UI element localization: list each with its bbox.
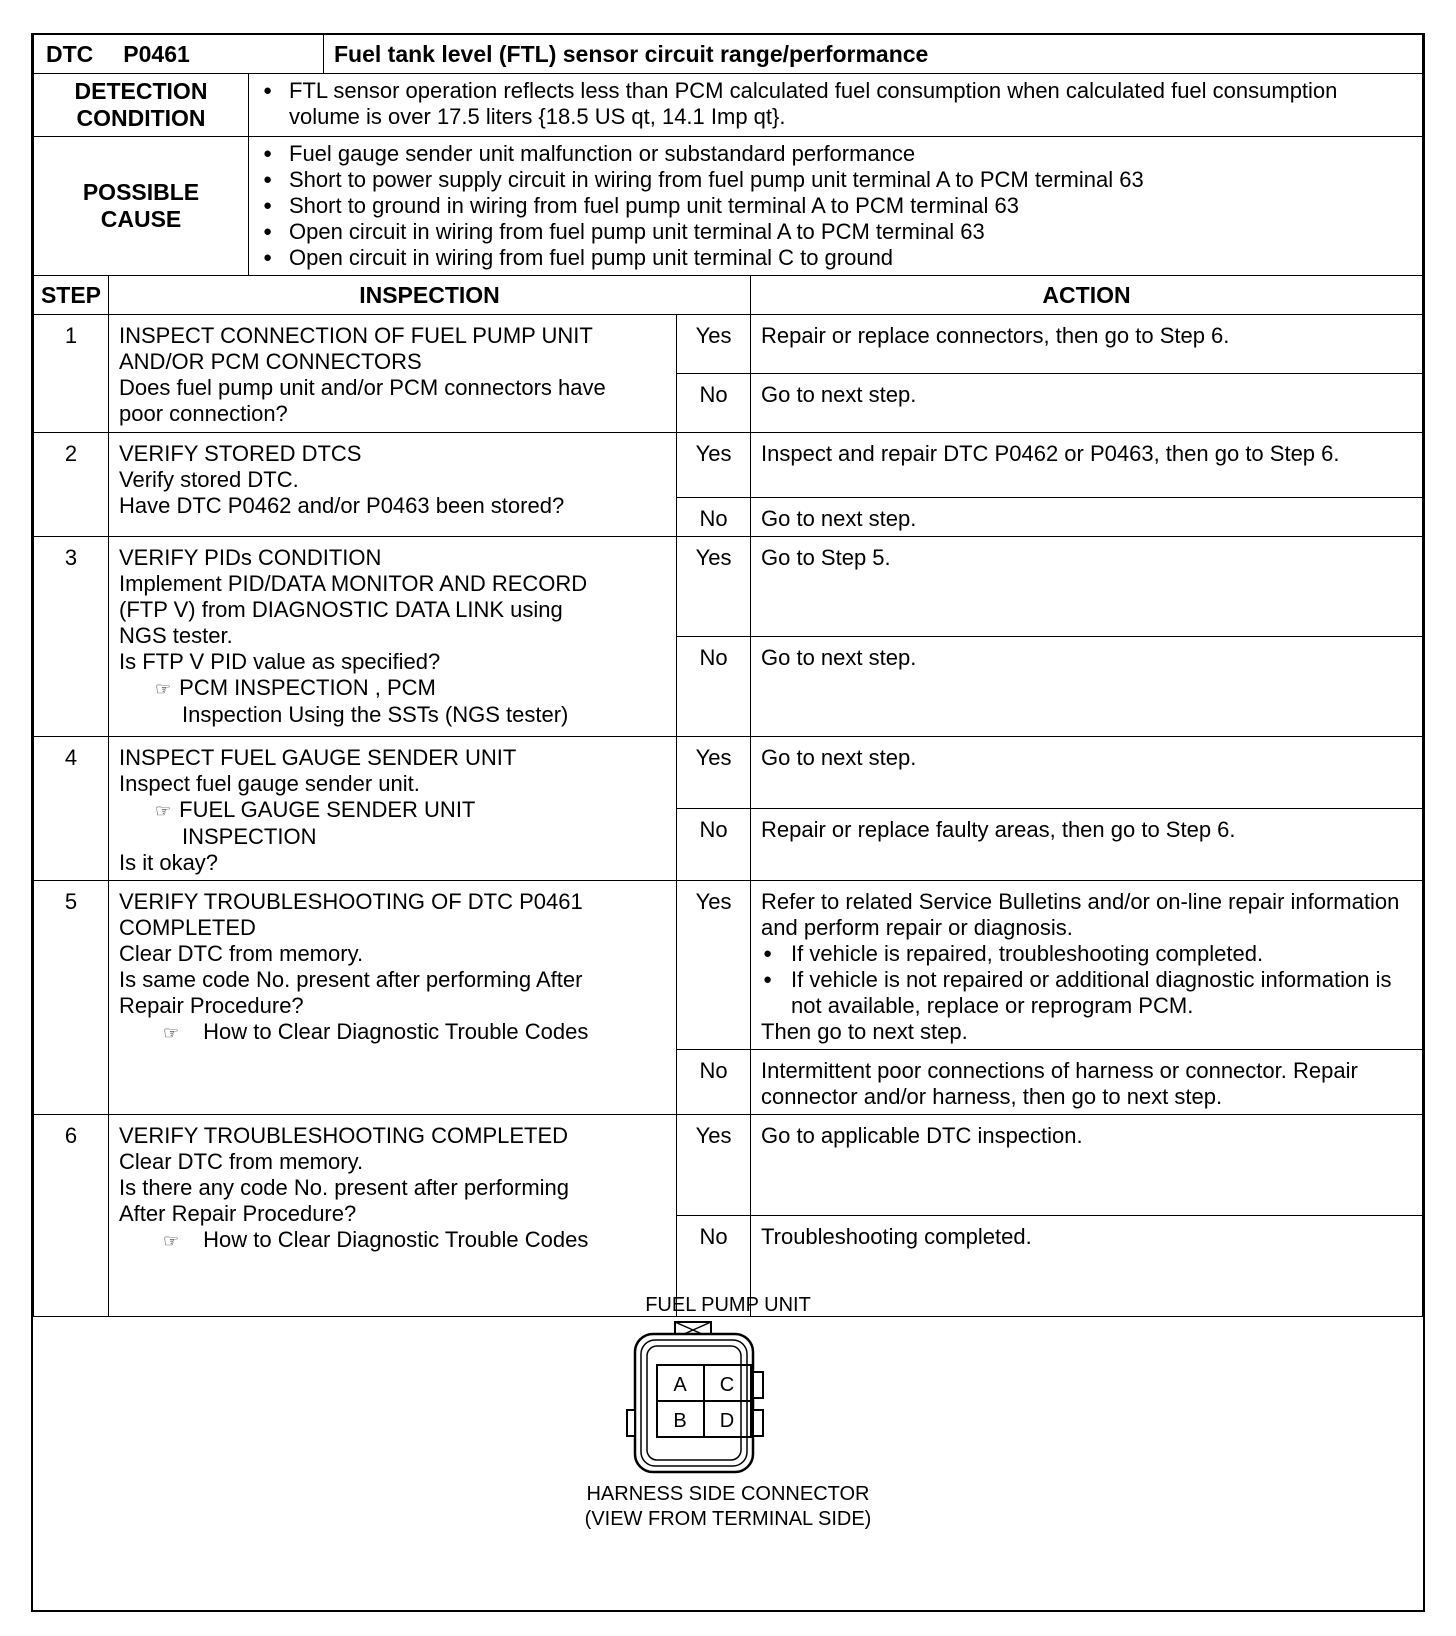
action-bullet: ● If vehicle is repaired, troubleshooting completed. — [761, 941, 1412, 967]
no-label: No — [677, 808, 751, 880]
step-number: 3 — [34, 536, 109, 736]
cause-item: ● Short to power supply circuit in wiring from fuel pump unit terminal A to PCM terminal 63 — [261, 167, 1414, 193]
no-action: Go to next step. — [751, 636, 1423, 736]
pointing-hand-icon: ☞ — [155, 800, 172, 821]
dtc-header — [33, 35, 1423, 74]
detection-condition — [249, 74, 1423, 136]
yes-action: Inspect and repair DTC P0462 or P0463, then go to Step 6. — [751, 432, 1423, 497]
cause-item: ● Fuel gauge sender unit malfunction or substandard performance — [261, 141, 1414, 167]
reference-link[interactable]: ☞ PCM INSPECTION , PCM — [155, 674, 436, 700]
no-action: Go to next step. — [751, 373, 1423, 432]
no-action: Go to next step. — [751, 497, 1423, 536]
step-number: 1 — [34, 314, 109, 432]
no-label: No — [677, 373, 751, 432]
info-table — [33, 74, 1423, 276]
dtc-code-cell — [34, 35, 324, 74]
yes-action: Repair or replace connectors, then go to Step 6. — [751, 314, 1423, 373]
yes-action: Refer to related Service Bulletins and/or on-line repair information and perform repair or diagnosis. ● If vehicle is repaired, troubleshooting completed. ● If vehicle is not repaired or additional diagnostic information is not available, replace or reprogram PCM. Then go to next step. — [751, 880, 1423, 1049]
reference-link[interactable]: ☞ How to Clear Diagnostic Trouble Codes — [163, 1018, 589, 1044]
yes-label: Yes — [677, 536, 751, 636]
dtc-sheet — [31, 33, 1425, 1612]
step-inspection: VERIFY PIDs CONDITION Implement PID/DATA MONITOR AND RECORD (FTP V) from DIAGNOSTIC DATA LINK using NGS tester. Is FTP V PID value as specified? ☞ PCM INSPECTION , PCM Inspection Using the SSTs (NGS tester) — [109, 536, 677, 736]
reference-link[interactable]: ☞ FUEL GAUGE SENDER UNIT — [155, 796, 476, 822]
connector-diagram — [33, 1278, 1423, 1610]
yes-action: Go to next step. — [751, 736, 1423, 808]
pointing-hand-icon: ☞ — [155, 678, 172, 699]
diagram-caption: HARNESS SIDE CONNECTOR (VIEW FROM TERMINAL SIDE) — [584, 1483, 872, 1530]
terminal-d: D — [719, 1410, 735, 1432]
pointing-hand-icon: ☞ — [163, 1230, 180, 1251]
possible-cause-label: POSSIBLE CAUSE — [34, 136, 249, 275]
step-number: 6 — [34, 1114, 109, 1316]
yes-label: Yes — [677, 1114, 751, 1215]
no-action: Troubleshooting completed. — [751, 1215, 1423, 1316]
step-inspection: VERIFY TROUBLESHOOTING COMPLETED Clear DTC from memory. Is there any code No. present after performing After Repair Procedure? ☞ How to Clear Diagnostic Trouble Codes — [109, 1114, 677, 1316]
connector-illustration — [613, 1320, 793, 1480]
cause-item: ● Open circuit in wiring from fuel pump unit terminal A to PCM terminal 63 — [261, 219, 1414, 245]
yes-label: Yes — [677, 736, 751, 808]
step-row — [34, 880, 1423, 1049]
yes-label: Yes — [677, 314, 751, 373]
no-action: Intermittent poor connections of harness or connector. Repair connector and/or harness, then go to next step. — [751, 1049, 1423, 1114]
possible-cause-list — [249, 136, 1423, 275]
yes-action: Go to applicable DTC inspection. — [751, 1114, 1423, 1215]
step-row — [34, 432, 1423, 497]
detection-item: ● FTL sensor operation reflects less than PCM calculated fuel consumption when calculated fuel consumption volume is over 17.5 liters {18.5 US qt, 14.1 Imp qt}. — [261, 78, 1414, 130]
step-row — [34, 736, 1423, 808]
pointing-hand-icon: ☞ — [163, 1022, 180, 1043]
column-action: ACTION — [751, 276, 1423, 315]
no-label: No — [677, 1215, 751, 1316]
detection-label: DETECTION CONDITION — [34, 74, 249, 136]
no-label: No — [677, 497, 751, 536]
action-bullet: ● If vehicle is not repaired or additional diagnostic information is not available, replace or reprogram PCM. — [761, 967, 1412, 1019]
terminal-a: A — [673, 1374, 687, 1396]
cause-item: ● Open circuit in wiring from fuel pump unit terminal C to ground — [261, 245, 1414, 271]
steps-table — [33, 276, 1423, 1317]
step-row — [34, 314, 1423, 373]
cause-item: ● Short to ground in wiring from fuel pump unit terminal A to PCM terminal 63 — [261, 193, 1414, 219]
terminal-c: C — [719, 1374, 735, 1396]
dtc-code: P0461 — [123, 41, 190, 67]
step-row — [34, 1114, 1423, 1215]
step-inspection: VERIFY TROUBLESHOOTING OF DTC P0461 COMPLETED Clear DTC from memory. Is same code No. present after performing After Repair Procedure? ☞ How to Clear Diagnostic Trouble Codes — [109, 880, 677, 1114]
step-number: 2 — [34, 432, 109, 536]
step-row — [34, 536, 1423, 636]
yes-action: Go to Step 5. — [751, 536, 1423, 636]
reference-link[interactable]: ☞ How to Clear Diagnostic Trouble Codes — [163, 1226, 589, 1252]
step-inspection: VERIFY STORED DTCS Verify stored DTC. Have DTC P0462 and/or P0463 been stored? — [109, 432, 677, 536]
yes-label: Yes — [677, 432, 751, 497]
column-step: STEP — [34, 276, 109, 315]
step-number: 4 — [34, 736, 109, 880]
step-inspection: INSPECT CONNECTION OF FUEL PUMP UNIT AND/OR PCM CONNECTORS Does fuel pump unit and/or PCM connectors have poor connection? — [109, 314, 677, 432]
terminal-b: B — [673, 1410, 687, 1432]
no-label: No — [677, 1049, 751, 1114]
no-action: Repair or replace faulty areas, then go to Step 6. — [751, 808, 1423, 880]
no-label: No — [677, 636, 751, 736]
diagram-title: FUEL PUMP UNIT — [645, 1294, 811, 1316]
column-inspection: INSPECTION — [109, 276, 751, 315]
dtc-label: DTC — [46, 41, 94, 67]
step-inspection: INSPECT FUEL GAUGE SENDER UNIT Inspect fuel gauge sender unit. ☞ FUEL GAUGE SENDER UNIT INSPECTION Is it okay? — [109, 736, 677, 880]
yes-label: Yes — [677, 880, 751, 1049]
step-number: 5 — [34, 880, 109, 1114]
dtc-title: Fuel tank level (FTL) sensor circuit range/performance — [324, 35, 1423, 74]
